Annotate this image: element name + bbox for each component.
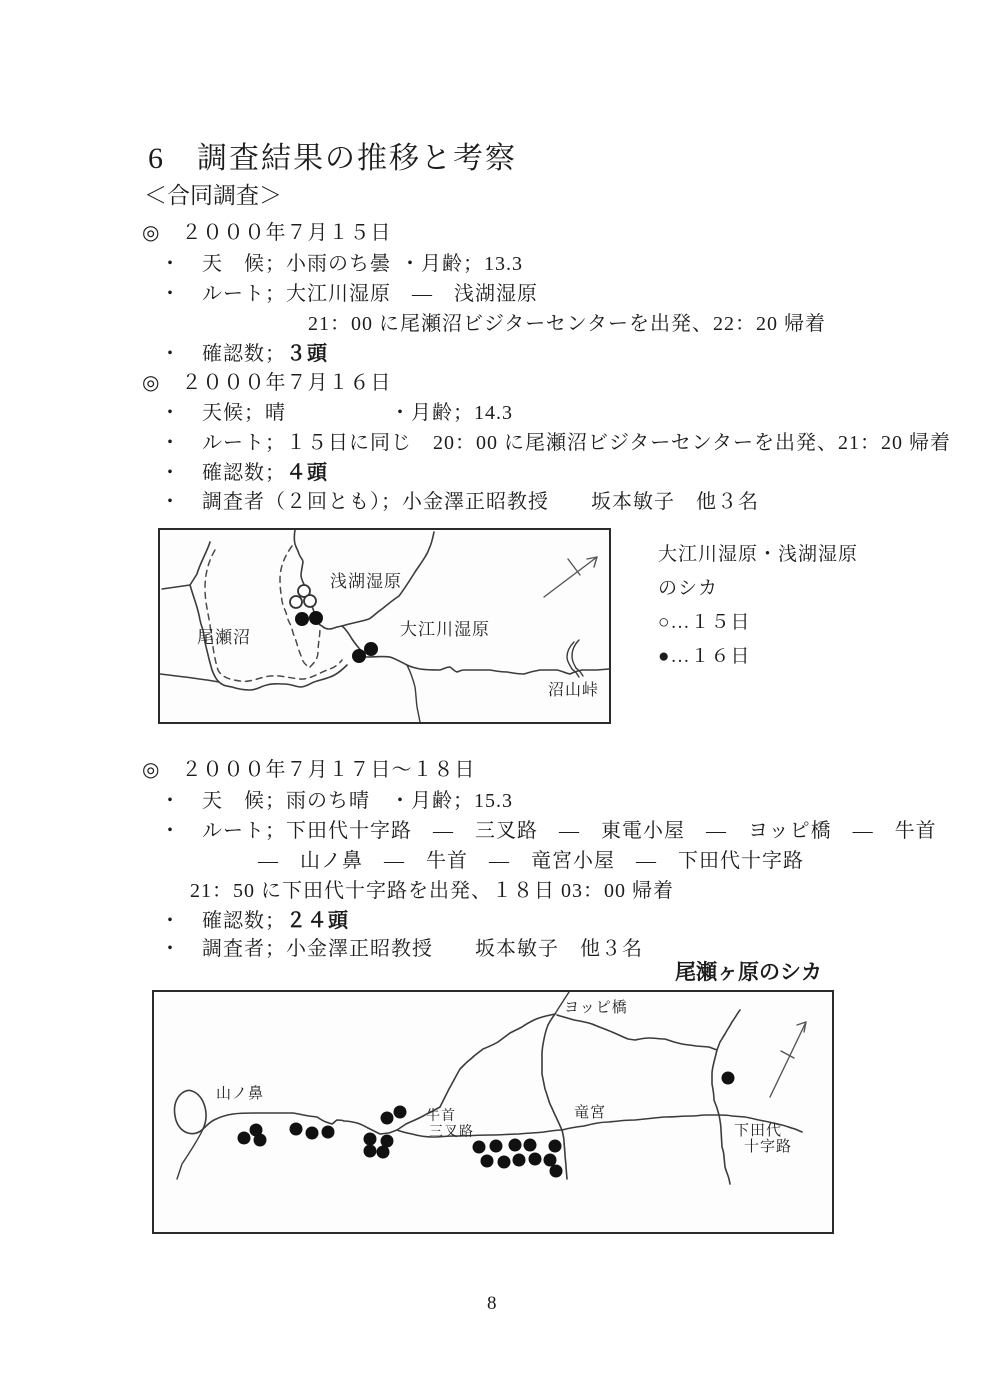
survey3-date: ◎ ２０００年７月１７日～１８日	[142, 759, 476, 781]
deer-sighting	[473, 1141, 486, 1154]
map-place-label: 浅湖湿原	[330, 572, 402, 591]
survey2-count-label: ・ 確認数；	[160, 462, 286, 484]
deer-sighting	[254, 1134, 267, 1147]
deer-sighting	[544, 1154, 557, 1167]
legend-open-entry: ○…１５日	[658, 612, 751, 633]
deer-sighting	[722, 1072, 735, 1085]
map2-title: 尾瀬ヶ原のシカ	[675, 961, 822, 984]
survey1-weather: ・ 天 候；小雨のち曇	[160, 253, 391, 275]
survey1-count	[160, 337, 328, 366]
survey1-route-detail: 21：00 に尾瀬沼ビジターセンターを出発、22：20 帰着	[308, 313, 826, 335]
deer-sighting-day16	[352, 649, 366, 663]
survey3-route-detail: 21：50 に下田代十字路を出発、１８日 03：00 帰着	[190, 880, 674, 902]
map1-labels	[197, 572, 599, 699]
map1-legend	[658, 538, 858, 674]
page-title: 6 調査結果の推移と考察	[148, 142, 517, 175]
map-place-label: 大江川湿原	[400, 620, 490, 639]
deer-sighting	[364, 1133, 377, 1146]
map-place-label: 竜宮	[574, 1104, 607, 1121]
map-place-label: 下田代	[734, 1122, 783, 1139]
map1-deer-dots	[290, 585, 378, 663]
survey3-count	[160, 904, 349, 933]
deer-sighting-day16	[309, 611, 323, 625]
deer-sighting	[394, 1106, 407, 1119]
map-place-label: ヨッピ橋	[564, 999, 628, 1016]
survey1-route: ・ ルート；大江川湿原 ― 浅湖湿原	[160, 283, 538, 305]
deer-sighting	[481, 1155, 494, 1168]
map-place-label: 尾瀬沼	[197, 628, 251, 647]
survey2-route: ・ ルート；１５日に同じ 20：00 に尾瀬沼ビジターセンターを出発、21：20 帰着	[160, 432, 951, 454]
map-place-label: 十字路	[744, 1138, 793, 1155]
survey3-weather: ・ 天 候；雨のち晴	[160, 790, 370, 812]
north-arrow-icon	[544, 557, 597, 597]
deer-sighting-day15	[304, 595, 316, 607]
trail-southwest-tail	[177, 1129, 203, 1179]
deer-sighting	[377, 1146, 390, 1159]
survey1-count-value: ３頭	[286, 343, 328, 365]
trail-south-branch	[407, 665, 420, 722]
deer-sighting	[381, 1112, 394, 1125]
survey3-route-line2: ― 山ノ鼻 ― 牛首 ― 竜宮小屋 ― 下田代十字路	[258, 850, 804, 872]
survey3-route-line1: ・ ルート；下田代十字路 ― 三叉路 ― 東電小屋 ― ヨッピ橋 ― 牛首	[160, 820, 937, 842]
map-place-label: 山ノ鼻	[216, 1085, 265, 1102]
deer-sighting-day15	[290, 596, 302, 608]
map-place-label: 沼山峠	[548, 682, 600, 699]
deer-sighting-day16	[295, 612, 309, 626]
deer-sighting	[490, 1140, 503, 1153]
legend-filled-entry: ●…１６日	[658, 646, 751, 667]
survey1-date: ◎ ２０００年７月１５日	[142, 222, 392, 244]
north-arrow-icon	[770, 1022, 806, 1097]
deer-sighting	[364, 1145, 377, 1158]
deer-sighting	[509, 1139, 522, 1152]
trail-ryugu	[542, 1014, 567, 1179]
survey3-surveyor: ・ 調査者；小金澤正昭教授 坂本敏子 他３名	[160, 938, 643, 960]
deer-sighting	[529, 1153, 542, 1166]
marsh-inner-dashed	[310, 628, 320, 667]
survey3-count-label: ・ 確認数；	[160, 910, 286, 932]
map-ozegahara	[152, 990, 834, 1234]
legend-title-line1: 大江川湿原・浅湖湿原	[658, 544, 859, 565]
deer-sighting	[524, 1139, 537, 1152]
map2-labels	[216, 999, 792, 1155]
map-ozenuma	[158, 528, 611, 724]
yamanohana-loop	[175, 1090, 206, 1133]
deer-sighting	[322, 1126, 335, 1139]
lake-west-shore	[190, 542, 347, 690]
survey2-surveyor: ・ 調査者（２回とも）；小金澤正昭教授 坂本敏子 他３名	[160, 491, 759, 513]
survey3-moon-age: ・月齢；15.3	[390, 790, 513, 812]
deer-sighting-day16	[364, 642, 378, 656]
map-ozenuma-drawing	[160, 530, 609, 722]
deer-sighting	[498, 1156, 511, 1169]
deer-sighting	[513, 1154, 526, 1167]
map-place-label: 三叉路	[429, 1123, 474, 1139]
deer-sighting	[306, 1127, 319, 1140]
map-place-label: 牛首	[426, 1107, 456, 1123]
map-ozegahara-drawing	[154, 992, 832, 1232]
survey2-count	[160, 456, 328, 485]
deer-sighting	[549, 1140, 562, 1153]
page-number: 8	[487, 1293, 497, 1314]
survey1-moon-age: ・月齢；13.3	[400, 253, 523, 275]
trail-north-route	[557, 1015, 717, 1050]
deer-sighting	[550, 1165, 563, 1178]
stream-west	[162, 585, 190, 589]
map2-deer-dots	[238, 1072, 735, 1178]
deer-sighting	[290, 1123, 303, 1136]
survey2-moon-age: ・月齢；14.3	[390, 402, 513, 424]
deer-sighting	[238, 1132, 251, 1145]
survey2-weather: ・ 天候；晴	[160, 402, 286, 424]
survey2-date: ◎ ２０００年７月１６日	[142, 372, 392, 394]
legend-title-line2: のシカ	[658, 578, 719, 599]
survey2-count-value: ４頭	[286, 462, 328, 484]
survey1-count-label: ・ 確認数；	[160, 343, 286, 365]
section-subtitle: ＜合同調査＞	[144, 183, 282, 208]
trail-southwest	[160, 674, 219, 682]
survey3-count-value: ２４頭	[286, 910, 349, 932]
trail-to-yoppi	[397, 1014, 555, 1130]
trail-shimotashiro	[712, 1010, 740, 1184]
